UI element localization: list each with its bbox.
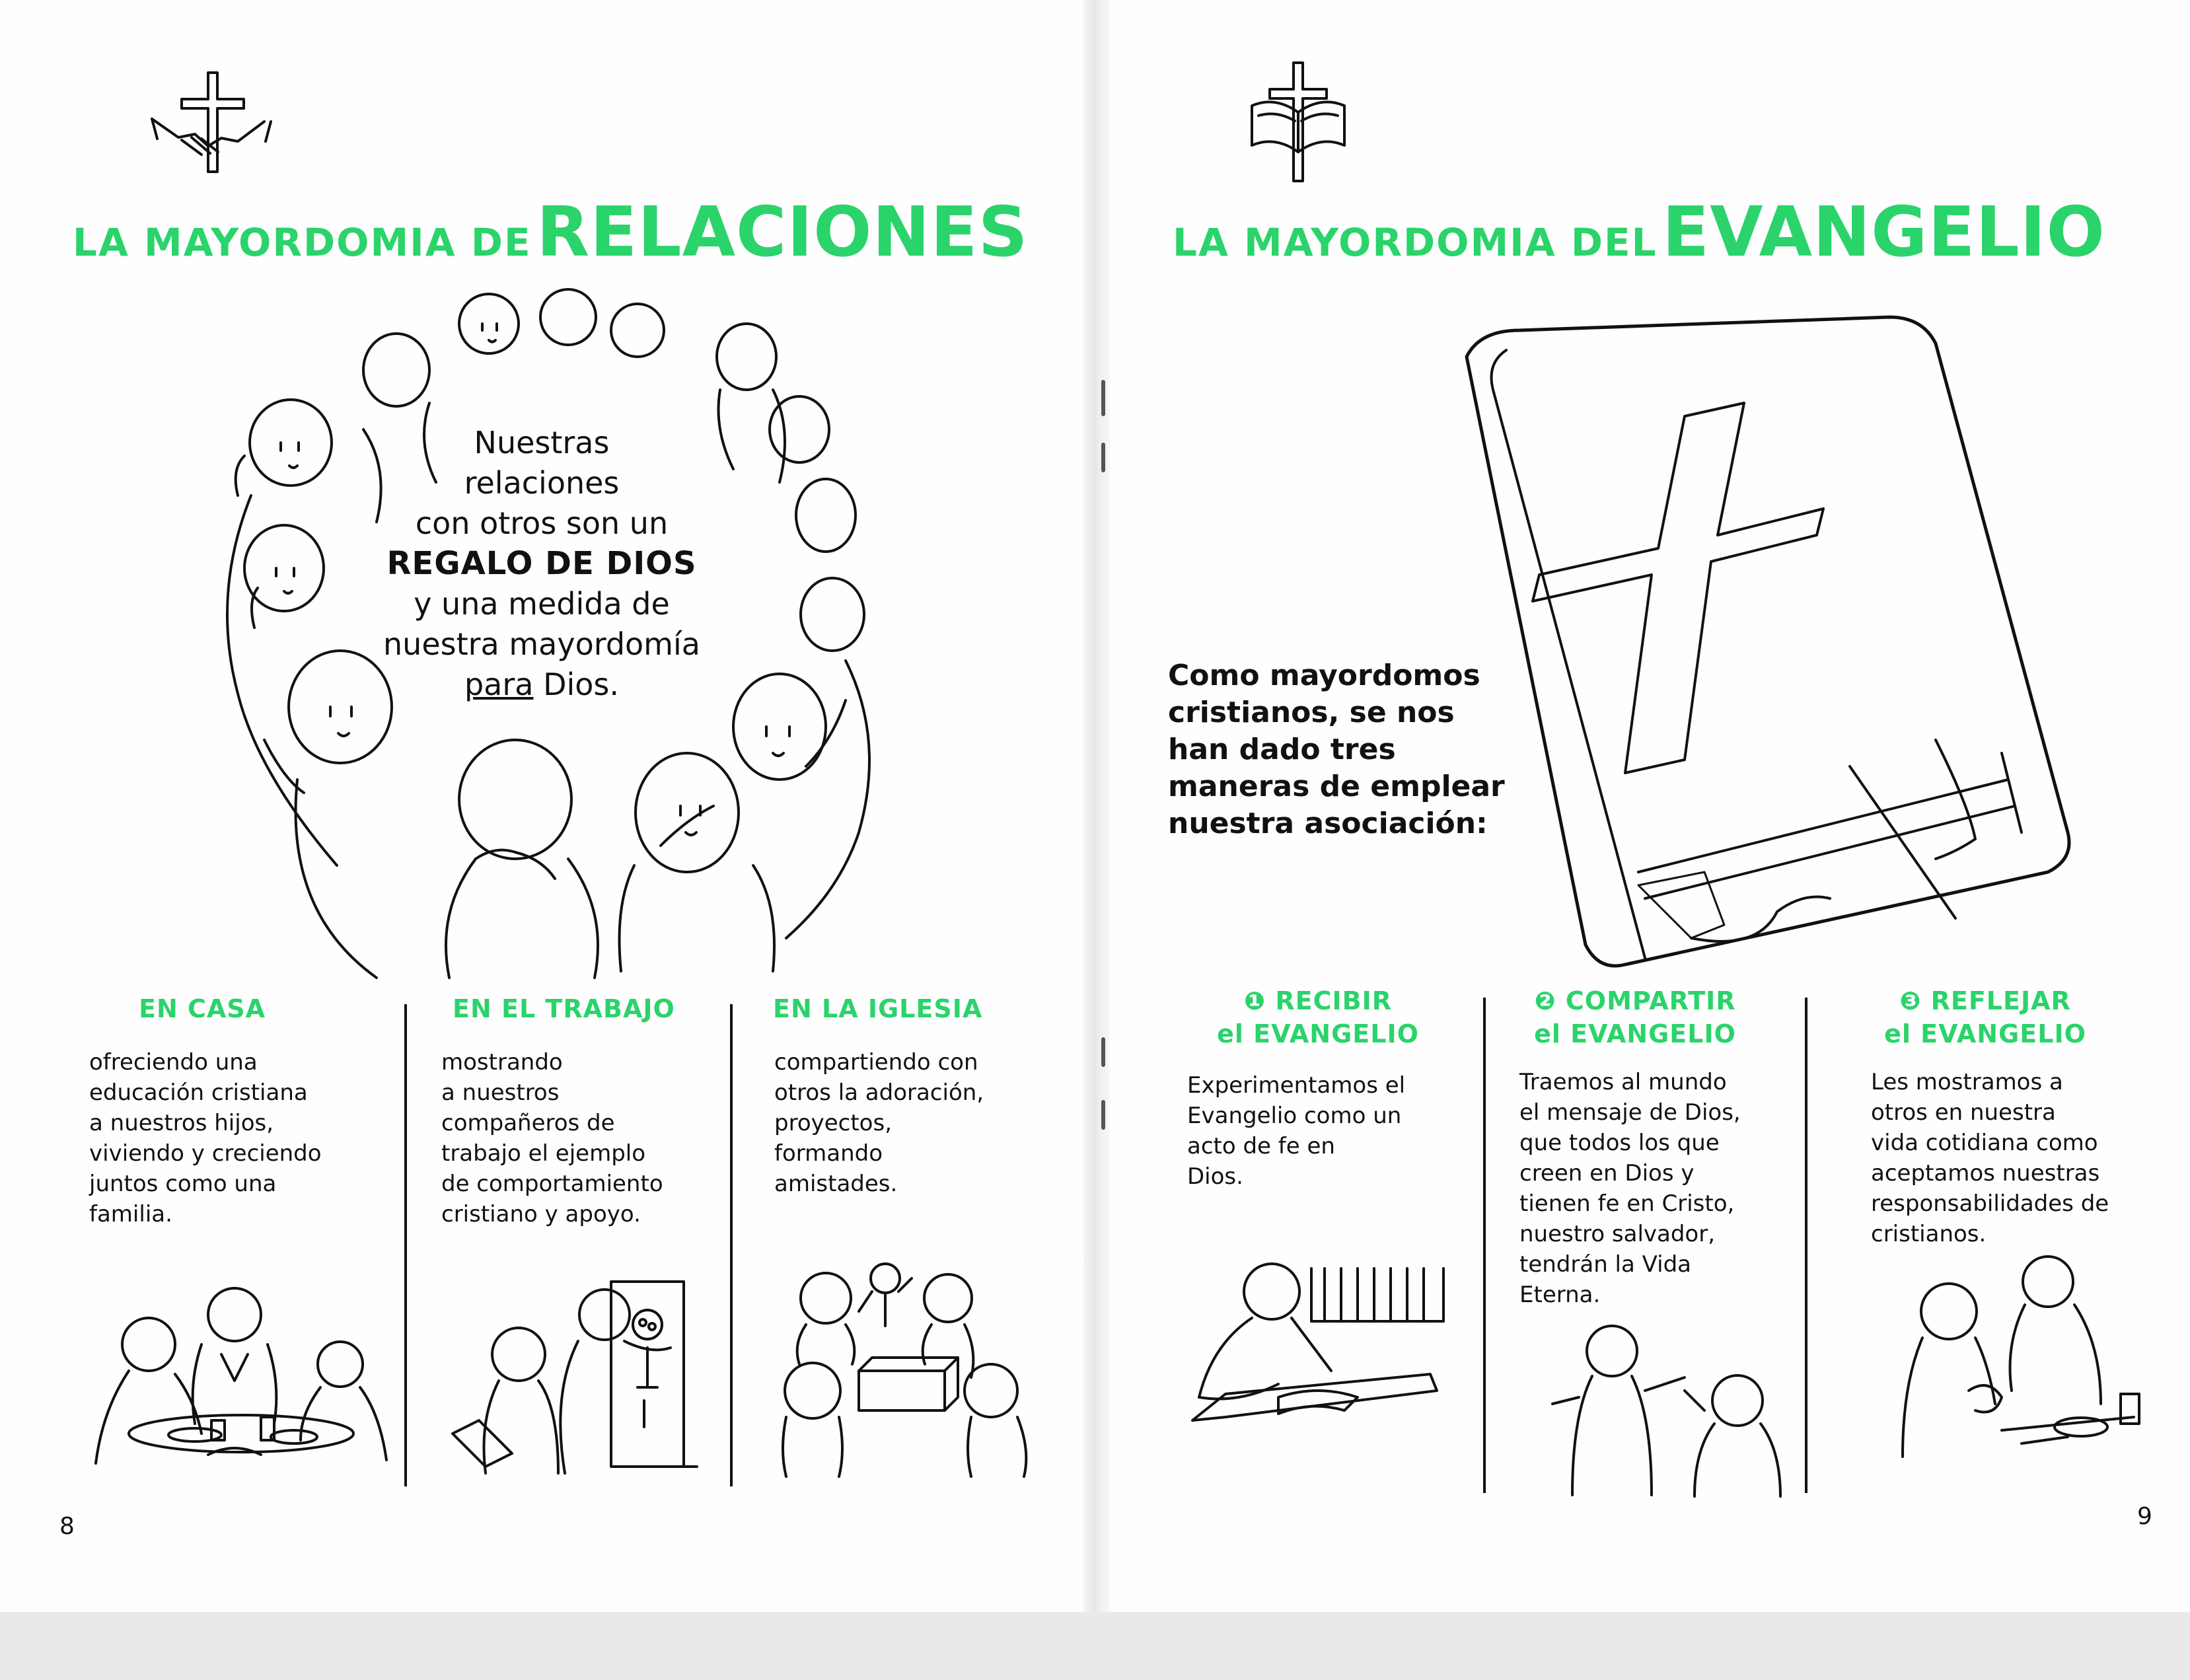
text-line: Experimentamos el: [1187, 1072, 1406, 1099]
column-text-en-la-iglesia: [774, 1047, 984, 1199]
text-line: amistades.: [774, 1171, 898, 1197]
left-page-title: [73, 192, 1028, 272]
left-title-keyword: RELACIONES: [536, 192, 1029, 272]
column-text-en-el-trabajo: [441, 1047, 663, 1229]
text-line: Evangelio como un: [1187, 1103, 1402, 1129]
staple: [1101, 1100, 1105, 1130]
staple: [1101, 443, 1105, 472]
text-line: a nuestros: [441, 1079, 560, 1106]
heading-line: el EVANGELIO: [1217, 1019, 1419, 1048]
statement-line: nuestra mayordomía: [383, 626, 700, 662]
text-line: otros en nuestra: [1871, 1099, 2056, 1126]
column-heading-reflejar: [1876, 984, 2094, 1050]
statement-line: [370, 665, 713, 705]
column-text-recibir: [1187, 1070, 1405, 1192]
column-divider: [1483, 998, 1486, 1493]
relationships-statement: [370, 423, 713, 705]
text-line: Como mayordomos: [1168, 659, 1480, 692]
column-text-compartir: [1519, 1067, 1741, 1310]
text-line: nuestra asociación:: [1168, 807, 1488, 840]
church-friends-illustration: [773, 1259, 1057, 1477]
gospel-intro-text: [1168, 657, 1505, 842]
everyday-life-illustration: [1883, 1252, 2160, 1470]
text-line: acto de fe en: [1187, 1133, 1335, 1159]
right-title-prefix: LA MAYORDOMIA DEL: [1173, 220, 1658, 265]
text-line: de comportamiento: [441, 1171, 663, 1197]
text-line: viviendo y creciendo: [89, 1140, 322, 1167]
page-number-right: 9: [2137, 1503, 2152, 1530]
column-divider: [730, 1004, 733, 1486]
text-line: familia.: [89, 1201, 172, 1227]
text-line: Les mostramos a: [1871, 1069, 2063, 1095]
statement-line-end: Dios.: [533, 667, 620, 702]
scan-background: [0, 1612, 2190, 1680]
text-line: Eterna.: [1519, 1282, 1601, 1308]
text-line: cristianos, se nos: [1168, 696, 1455, 729]
text-line: tienen fe en Cristo,: [1519, 1190, 1735, 1217]
text-line: maneras de emplear: [1168, 770, 1505, 803]
right-title-keyword: EVANGELIO: [1662, 192, 2105, 272]
heading-line: el EVANGELIO: [1534, 1019, 1736, 1048]
sharing-gospel-illustration: [1539, 1318, 1790, 1503]
text-line: formando: [774, 1140, 883, 1167]
statement-line: Nuestras: [474, 425, 610, 460]
reading-bible-illustration: [1186, 1255, 1450, 1453]
column-heading-en-casa: EN CASA: [139, 994, 266, 1023]
bible-with-cross-illustration: [1427, 277, 2088, 971]
right-page-title: [1173, 192, 2105, 272]
column-heading-recibir: [1209, 984, 1427, 1050]
text-line: responsabilidades de: [1871, 1190, 2109, 1217]
text-line: tendrán la Vida: [1519, 1251, 1692, 1278]
text-line: Dios.: [1187, 1163, 1243, 1190]
text-line: han dado tres: [1168, 733, 1396, 766]
heading-line: el EVANGELIO: [1884, 1019, 2086, 1048]
column-heading-compartir: [1526, 984, 1744, 1050]
text-line: educación cristiana: [89, 1079, 308, 1106]
column-heading-en-la-iglesia: EN LA IGLESIA: [773, 994, 983, 1023]
cross-handshake-icon: [145, 66, 277, 185]
column-divider: [404, 1004, 407, 1486]
text-line: juntos como una: [89, 1171, 277, 1197]
binding-gutter: [1083, 0, 1110, 1612]
heading-line: ❸ REFLEJAR: [1899, 986, 2071, 1015]
left-title-prefix: LA MAYORDOMIA DE: [73, 220, 532, 265]
column-text-en-casa: [89, 1047, 322, 1229]
text-line: proyectos,: [774, 1110, 893, 1136]
coworkers-illustration: [446, 1275, 723, 1480]
column-divider: [1805, 998, 1807, 1493]
text-line: aceptamos nuestras: [1871, 1160, 2100, 1187]
text-line: a nuestros hijos,: [89, 1110, 274, 1136]
text-line: Traemos al mundo: [1519, 1069, 1727, 1095]
text-line: cristianos.: [1871, 1221, 1987, 1247]
statement-emphasis: REGALO DE DIOS: [386, 545, 697, 582]
text-line: mostrando: [441, 1049, 563, 1076]
text-line: el mensaje de Dios,: [1519, 1099, 1741, 1126]
text-line: nuestro salvador,: [1519, 1221, 1716, 1247]
statement-line: con otros son un: [415, 505, 669, 541]
text-line: trabajo el ejemplo: [441, 1140, 646, 1167]
column-text-reflejar: [1871, 1067, 2109, 1249]
staple: [1101, 380, 1105, 416]
page-number-left: 8: [59, 1513, 75, 1540]
statement-line: y una medida de: [414, 586, 670, 622]
text-line: cristiano y apoyo.: [441, 1201, 641, 1227]
text-line: que todos los que: [1519, 1130, 1720, 1156]
column-heading-en-el-trabajo: EN EL TRABAJO: [453, 994, 675, 1023]
heading-line: ❶ RECIBIR: [1243, 986, 1392, 1015]
text-line: otros la adoración,: [774, 1079, 984, 1106]
text-line: vida cotidiana como: [1871, 1130, 2098, 1156]
text-line: compañeros de: [441, 1110, 615, 1136]
text-line: ofreciendo una: [89, 1049, 258, 1076]
text-line: compartiendo con: [774, 1049, 978, 1076]
cross-open-bible-icon: [1242, 59, 1354, 185]
family-meal-illustration: [89, 1282, 393, 1480]
staple: [1101, 1037, 1105, 1067]
statement-underlined-word: para: [464, 667, 534, 702]
heading-line: ❷ COMPARTIR: [1534, 986, 1736, 1015]
statement-line: relaciones: [464, 465, 620, 501]
text-line: creen en Dios y: [1519, 1160, 1695, 1187]
